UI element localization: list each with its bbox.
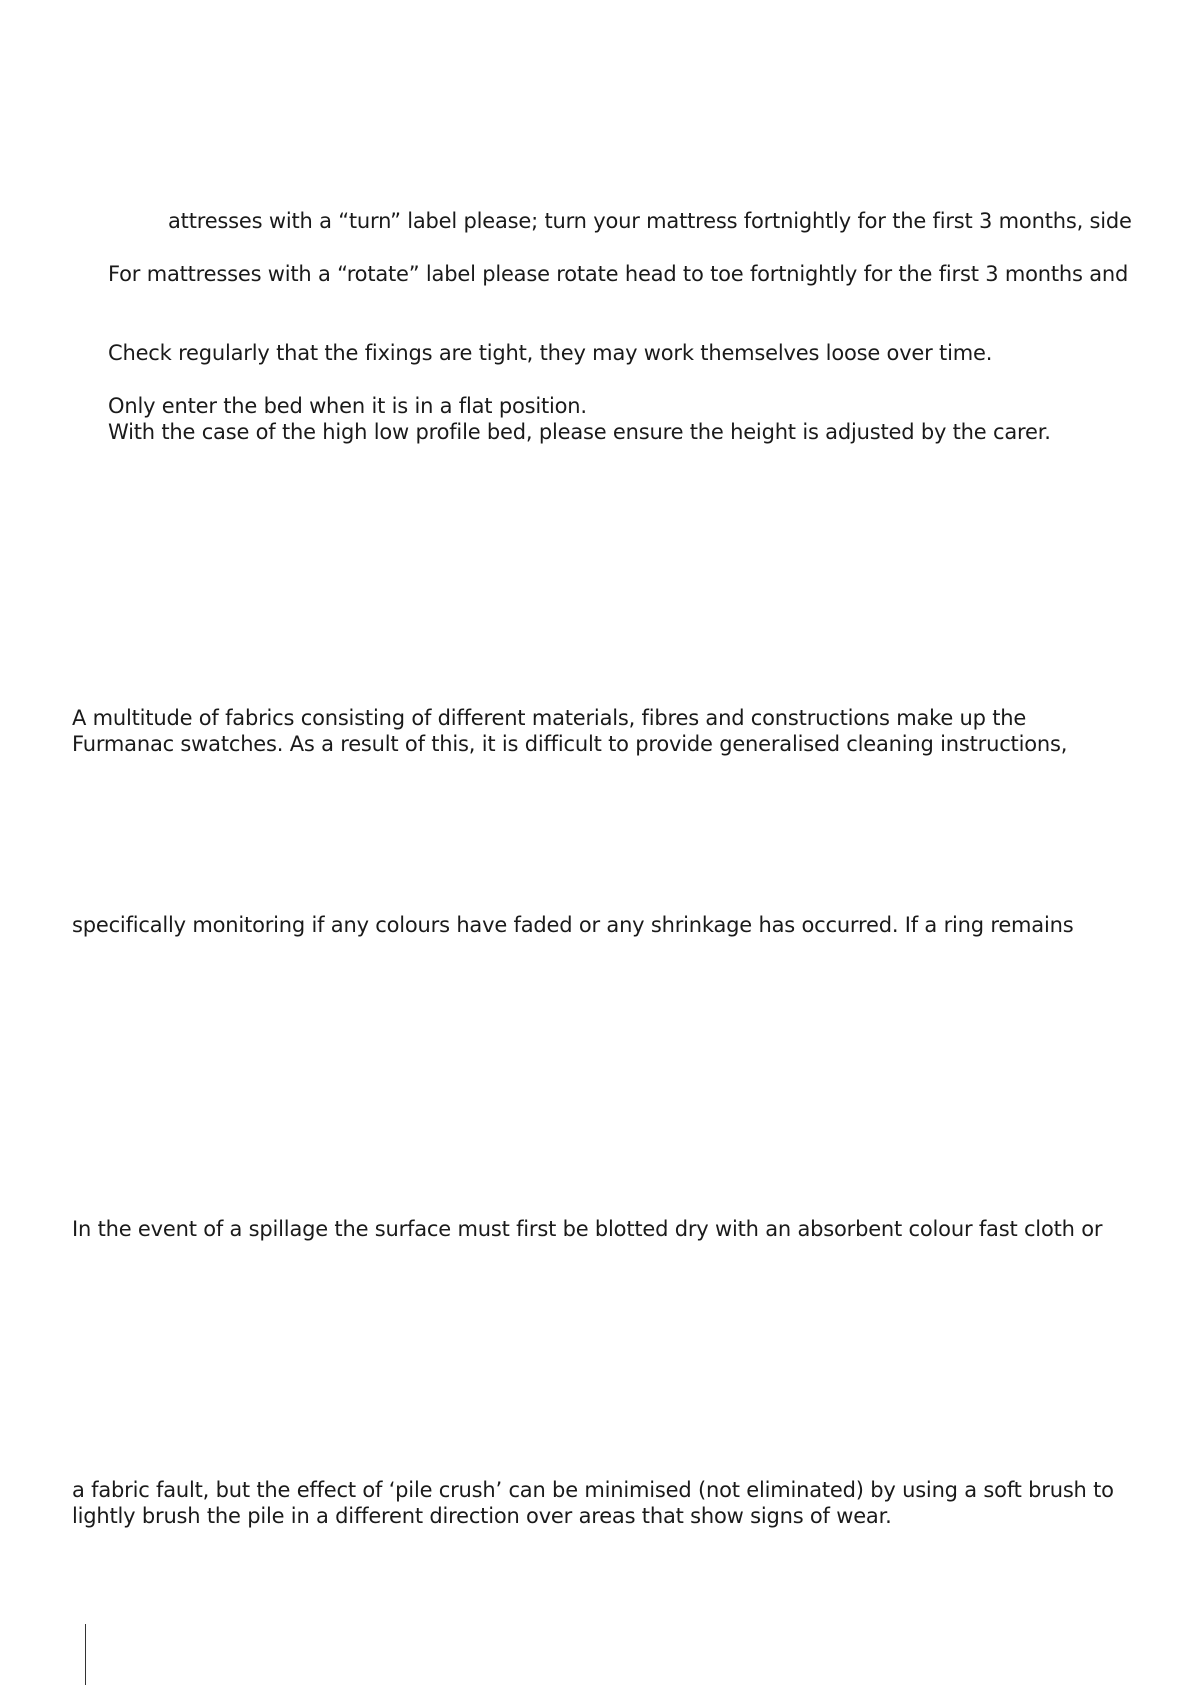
fabric-intro-line2: Furmanac swatches. As a result of this, it is difficult to provide generalised cleaning instructions, xyxy=(72,732,1068,756)
flat-position-text: Only enter the bed when it is in a flat position. xyxy=(108,394,587,418)
margin-rule xyxy=(85,1624,86,1685)
mattress-turn-text: attresses with a “turn” label please; turn your mattress fortnightly for the first 3 months, side xyxy=(168,209,1132,233)
mattress-rotate-text: For mattresses with a “rotate” label please rotate head to toe fortnightly for the first 3 months and xyxy=(108,262,1129,286)
pile-crush-line1: a fabric fault, but the effect of ‘pile crush’ can be minimised (not eliminated) by using a soft brush to xyxy=(72,1478,1114,1502)
fabric-intro-line1: A multitude of fabrics consisting of different materials, fibres and constructions make up the xyxy=(72,706,1027,730)
pile-crush-line2: lightly brush the pile in a different direction over areas that show signs of wear. xyxy=(72,1504,892,1528)
fixings-text: Check regularly that the fixings are tight, they may work themselves loose over time. xyxy=(108,341,993,365)
spillage-text: In the event of a spillage the surface must first be blotted dry with an absorbent colour fast cloth or xyxy=(72,1217,1103,1241)
height-adjust-text: With the case of the high low profile bed, please ensure the height is adjusted by the carer. xyxy=(108,420,1051,444)
monitoring-text: specifically monitoring if any colours have faded or any shrinkage has occurred. If a ring remains xyxy=(72,913,1074,937)
